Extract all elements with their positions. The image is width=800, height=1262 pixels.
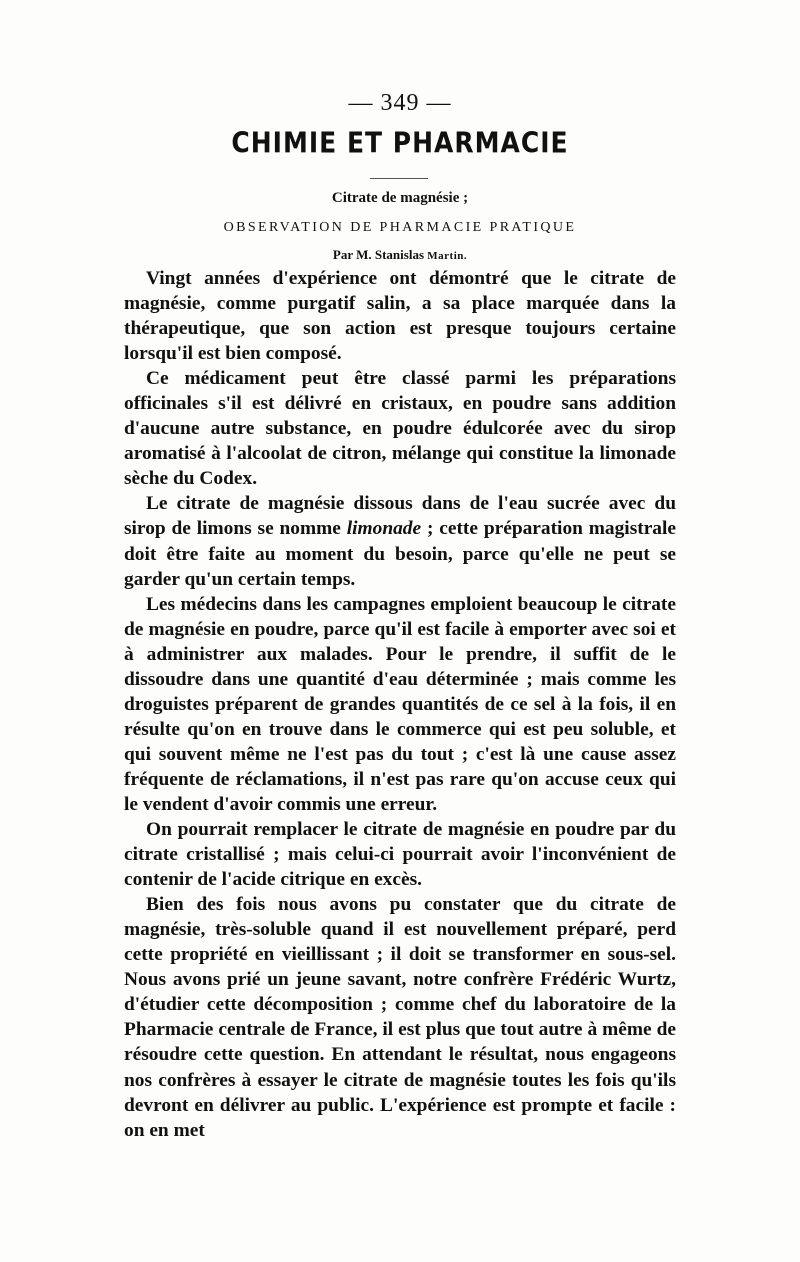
paragraph: On pourrait remplacer le citrate de magnésie en poudre par du citrate cristallisé ; mais celui-ci pourrait avoir l'inconvénient de contenir de l'acide citrique en excès. <box>124 819 676 891</box>
title-divider <box>370 178 428 179</box>
emphasized-term: limonade <box>346 518 422 540</box>
paragraph <box>124 491 676 591</box>
paragraph-text: Le citrate de magnésie dissous dans de l'eau sucrée avec du sirop de limons se nomme <box>124 493 676 540</box>
article-title: Citrate de magnésie ; <box>331 190 469 206</box>
article-body <box>124 266 676 1143</box>
page-number: — 349 — <box>348 90 452 116</box>
section-title: CHIMIE ET PHARMACIE <box>231 125 569 160</box>
article-subtitle: OBSERVATION DE PHARMACIE PRATIQUE <box>223 220 577 235</box>
paragraph: Bien des fois nous avons pu constater que du citrate de magnésie, très-soluble quand il est nouvellement préparé, perd cette propriété en vieillissant ; il doit se transformer en sous-sel. Nous avons prié un jeune savant, notre confrère Frédéric Wurtz, d'étudier cette décomposition ; comme chef du laboratoire de la Pharmacie centrale de France, il est plus que tout autre à même de résoudre cette question. En attendant le résultat, nous engageons nos confrères à essayer le citrate de magnésie toutes les fois qu'ils devront en délivrer au public. L'expérience est prompte et facile : on en met <box>124 894 676 1141</box>
paragraph: Ce médicament peut être classé parmi les préparations officinales s'il est délivré en cristaux, en poudre sans addition d'aucune autre substance, en poudre édulcorée avec du sirop aromatisé à l'alcoolat de citron, mélange qui constitue la limonade sèche du Codex. <box>124 368 676 490</box>
paragraph: Les médecins dans les campagnes emploient beaucoup le citrate de magnésie en poudre, parce qu'il est facile à emporter avec soi et à administrer aux malades. Pour le prendre, il suffit de le dissoudre dans une quantité d'eau déterminée ; mais comme les droguistes préparent de grandes quantités de ce sel à la fois, il en résulte qu'on en trouve dans le commerce qui est peu soluble, et qui souvent même ne l'est pas du tout ; c'est là une cause assez fréquente de réclamations, il n'est pas rare qu'on accuse ceux qui le vendent d'avoir commis une erreur. <box>124 593 676 815</box>
byline <box>0 247 800 263</box>
byline-prefix: Par M. Stanislas <box>332 247 428 262</box>
paragraph-text: ; cette préparation magistrale doit être faite au moment du besoin, parce qu'elle ne peut se garder qu'un certain temps. <box>124 518 676 590</box>
byline-surname: Martin. <box>427 250 468 262</box>
paragraph: Vingt années d'expérience ont démontré que le citrate de magnésie, comme purgatif salin, a sa place marquée dans la thérapeutique, que son action est presque toujours certaine lorsqu'il est bien composé. <box>124 268 676 365</box>
